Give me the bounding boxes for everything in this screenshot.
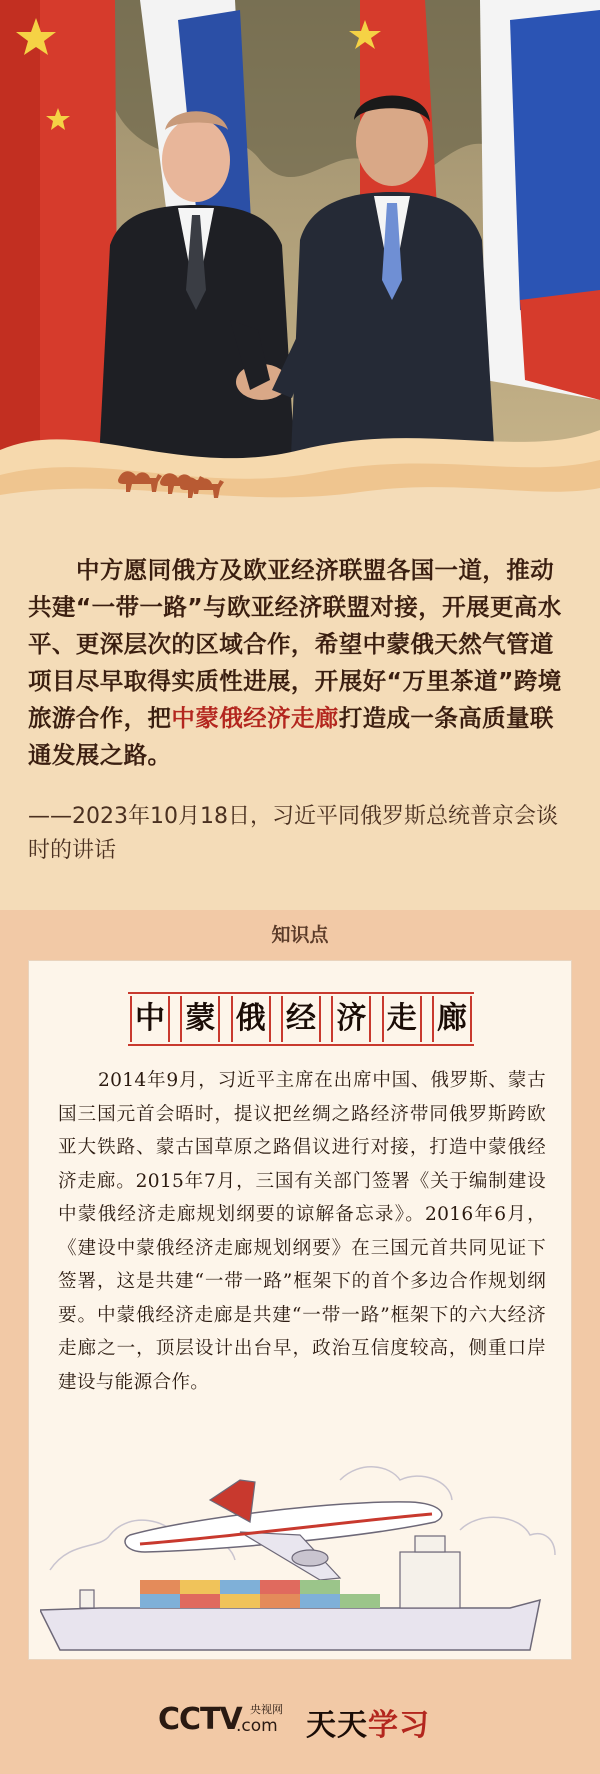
knowledge-body-text: 2014年9月，习近平主席在出席中国、俄罗斯、蒙古国三国元首会晤时，提议把丝绸之路经济带同俄罗斯跨欧亚大铁路、蒙古国草原之路倡议进行对接，打造中蒙俄经济走廊。2015年7月，三国有关部门签署《关于编制建设中蒙俄经济走廊规划纲要的谅解备忘录》。2016年6月，《建设中蒙俄经济走廊规划纲要》在三国元首共同见证下签署，这是共建“一带一路”框架下的首个多边合作规划纲要。中蒙俄经济走廊是共建“一带一路”框架下的六大经济走廊之一，顶层设计出台早，政治互信度较高，侧重口岸建设与能源合作。: [58, 1070, 546, 1393]
quote-part2: 打造成一条高质量联通发展之路。: [28, 704, 554, 769]
title-char: 济: [331, 996, 371, 1042]
title-char: 经: [281, 996, 321, 1042]
airplane-icon: [125, 1480, 442, 1580]
brand-part-b: 学习: [368, 1708, 430, 1743]
title-char: 走: [382, 996, 422, 1042]
handshake-photo-icon: [0, 0, 600, 480]
tiantian-xuexi-logo: [306, 1700, 430, 1744]
plane-and-ship-illustration: [40, 1440, 560, 1660]
card-title: [130, 995, 472, 1043]
dune-wave-decoration: [0, 420, 600, 540]
quote-text: [28, 552, 576, 774]
quote-source: ——2023年10月18日，习近平同俄罗斯总统普京会谈时的讲话: [28, 804, 558, 863]
footer: [0, 1690, 600, 1750]
cctv-cn-label: 央视网: [250, 1703, 283, 1716]
brand-part-a: 天天: [306, 1708, 368, 1743]
cctv-com-label: .com: [236, 1716, 278, 1736]
title-char: 蒙: [180, 996, 220, 1042]
quote-part1: 中方愿同俄方及欧亚经济联盟各国一道，推动共建“一带一路”与欧亚经济联盟对接，开展更高水平、更深层次的区域合作，希望中蒙俄天然气管道项目尽早取得实质性进展，开展好“万里茶道”跨境旅游合作，把: [28, 556, 562, 732]
title-char: 中: [130, 996, 170, 1042]
knowledge-label: 知识点: [271, 924, 329, 946]
cctv-logo: CCTV: [158, 1702, 242, 1737]
quote-highlight: 中蒙俄经济走廊: [171, 704, 339, 732]
title-char: 廊: [432, 996, 472, 1042]
knowledge-body: [58, 1064, 546, 1399]
meeting-photo: [0, 0, 600, 480]
title-char: 俄: [231, 996, 271, 1042]
